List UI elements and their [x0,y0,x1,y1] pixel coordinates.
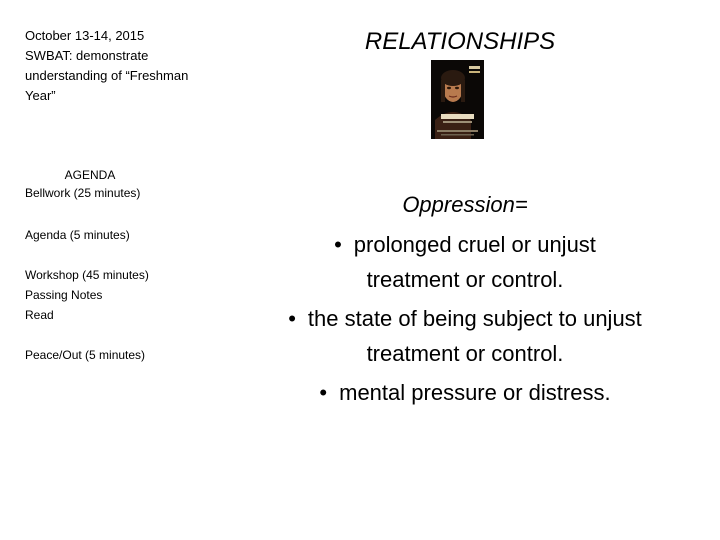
bullet-icon: • [288,306,296,331]
agenda-item-workshop: Workshop (45 minutes) [25,268,149,282]
slide-title: RELATIONSHIPS [364,28,556,55]
agenda-title: AGENDA [64,168,116,182]
definition-1-line-1: prolonged cruel or unjust [353,232,596,257]
bullet-icon: • [319,380,328,405]
definition-2-line-2: treatment or control. [366,341,564,366]
definition-term: Oppression= [402,192,528,217]
definition-2-line-1: the state of being subject to unjust [307,306,642,331]
definition-3 [250,375,680,410]
definition-3-line-1: mental pressure or distress. [339,380,611,405]
swbat-line-3: Year” [25,88,56,103]
agenda-item-peace-out: Peace/Out (5 minutes) [25,348,146,362]
definition-1-line-2: treatment or control. [366,267,564,292]
agenda-item-bellwork: Bellwork (25 minutes) [25,186,141,200]
bullet-icon: • [334,232,342,257]
lesson-date: October 13-14, 2015 [25,28,145,43]
definition-2 [250,301,680,371]
swbat-line-1: SWBAT: demonstrate [25,48,149,63]
lesson-header [25,26,225,106]
agenda-item-agenda: Agenda (5 minutes) [25,228,130,242]
swbat-line-2: understanding of “Freshman [25,68,189,83]
agenda-item-read: Read [25,308,54,322]
definition-1 [250,227,680,297]
movie-poster-image [431,60,484,139]
agenda-item-passing-notes: Passing Notes [25,288,103,302]
